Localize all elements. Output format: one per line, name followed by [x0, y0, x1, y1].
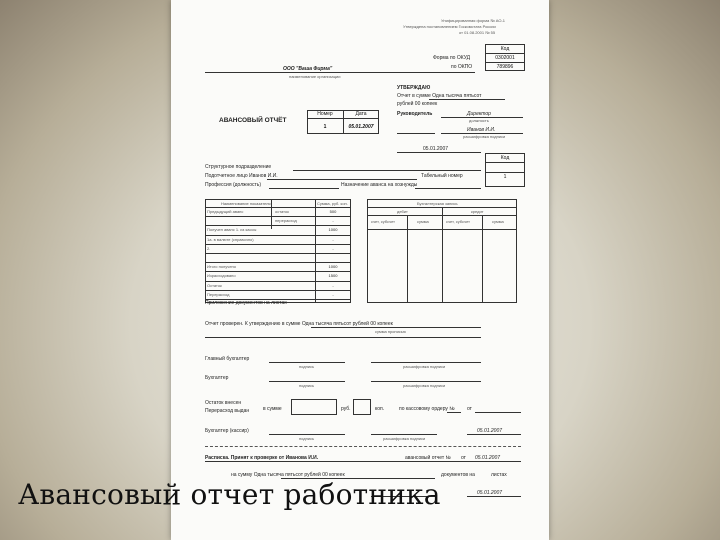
sign-caption: подпись: [299, 383, 315, 388]
num-label: Номер: [317, 111, 333, 117]
document-sheet: [171, 0, 549, 540]
table-row-line: [205, 262, 351, 263]
table-row-label: Перерасход: [207, 291, 230, 297]
receipt-from: от: [461, 455, 466, 461]
purpose-label: Назначение аванса на хознужды: [341, 182, 418, 188]
tab-value: 1: [503, 174, 507, 180]
table-row-value: -: [332, 245, 334, 251]
rt-credit: кредит: [471, 209, 484, 214]
approve-line: рублей 00 копеек: [397, 101, 438, 107]
form-note: от 01.08.2001 № 55: [459, 30, 496, 35]
form-note: Утверждена постановлением Госкомстата России: [403, 24, 496, 29]
table-row-label: Итого получено: [207, 264, 236, 270]
receipt-report: авансовый отчет №: [405, 455, 451, 461]
receipt-date: 05.01.2007: [475, 455, 501, 461]
table-row-sub: остаток: [275, 209, 289, 214]
decode-caption: расшифровка подписи: [403, 383, 446, 388]
rub-label: руб.: [341, 406, 351, 412]
table-row-value: -: [332, 282, 334, 288]
okud-value: 0302001: [495, 55, 515, 61]
lt-header: Сумма, руб. коп.: [317, 201, 348, 206]
org-caption: наименование организации: [289, 74, 341, 79]
table-row-line: [205, 281, 351, 282]
table-row-line: [205, 216, 351, 217]
decode-caption: расшифровка подписи: [383, 436, 426, 441]
date-value: 05.01.2007: [348, 124, 374, 130]
table-row-line: [205, 225, 351, 226]
check-caption: сумма прописью: [375, 329, 406, 334]
acct-label: Бухгалтер: [205, 375, 229, 381]
rt-debit: дебит: [397, 209, 408, 214]
approve-date: 05.01.2007: [423, 146, 449, 152]
rest-label: Остаток внесен: [205, 400, 242, 406]
approve-title: УТВЕРЖДАЮ: [397, 85, 431, 91]
receipt-final-date: 05.01.2007: [477, 490, 503, 496]
table-row-value: 500: [329, 209, 337, 214]
date-label: Дата: [355, 111, 367, 117]
table-row-label: 1а. в валюте (справочно): [207, 236, 254, 242]
head-label: Руководитель: [397, 111, 433, 117]
decode-caption: расшифровка подписи: [403, 364, 446, 369]
sum-box: [291, 399, 337, 415]
table-row-line: [205, 253, 351, 254]
table-row-line: [205, 290, 351, 291]
prof-label: Профессия (должность): [205, 182, 262, 188]
okpo-label: по ОКПО: [451, 64, 473, 70]
table-row-value: 1000: [328, 264, 338, 270]
table-row-value: -: [332, 218, 334, 224]
pos-caption: должность: [469, 118, 489, 123]
approve-line: Отчет в сумме Одна тысяча пятьсот: [397, 93, 482, 99]
table-row-value: -: [332, 291, 334, 297]
table-row-line: [205, 235, 351, 236]
head-position: Директор: [467, 111, 491, 117]
info-code-label: Код: [500, 155, 510, 161]
table-row-label: 2.: [207, 245, 211, 251]
receipt-label: Расписка. Принят к проверке от Иванова И.И.: [205, 455, 319, 461]
slide-caption: Авансовый отчет работника: [18, 478, 441, 511]
from-label: от: [467, 406, 472, 412]
org-name: ООО "Ваша Фирма": [283, 66, 333, 72]
table-row-line: [205, 244, 351, 245]
sign-caption: подпись: [299, 364, 315, 369]
tab-label: Табельный номер: [421, 173, 463, 179]
table-row-value: 1000: [328, 227, 338, 233]
kop-label: коп.: [375, 406, 385, 412]
dept-label: Структурное подразделение: [205, 164, 272, 170]
receipt-sum: на сумму Одна тысяча пятьсот рублей 00 копеек: [231, 472, 345, 478]
cut-line: [205, 446, 521, 447]
holder-label: Подотчетное лицо Иванов И.И.: [205, 173, 278, 179]
receipt-docs: документов на: [441, 472, 475, 478]
table-row-value: 1500: [328, 273, 338, 279]
okud-label: Форма по ОКУД: [433, 55, 471, 61]
check-text: Отчет проверен. К утверждению в сумме Одна тысяча пятьсот рублей 00 копеек: [205, 321, 393, 327]
table-row-sub: перерасход: [275, 218, 297, 224]
table-row-label: Предыдущий аванс: [207, 209, 244, 214]
num-value: 1: [323, 124, 327, 130]
table-row-value: -: [332, 236, 334, 242]
order-label: по кассовому ордеру №: [399, 406, 455, 412]
in-sum-label: в сумме: [263, 406, 282, 412]
chief-label: Главный бухгалтер: [205, 356, 250, 362]
sign-caption: расшифровка подписи: [463, 134, 506, 139]
table-row-line: [205, 271, 351, 272]
table-row-label: Остаток: [207, 282, 222, 288]
lt-header: Наименование показателя: [221, 201, 271, 206]
code-label: Код: [500, 46, 510, 52]
form-note: Унифицированная форма № АО-1: [441, 18, 506, 23]
kop-box: [353, 399, 371, 415]
cashier-label: Бухгалтер (кассир): [205, 428, 249, 434]
rt-col: сумма: [417, 219, 429, 224]
sign-caption: подпись: [299, 436, 315, 441]
rt-col: счет, субсчет: [371, 219, 395, 224]
report-title: АВАНСОВЫЙ ОТЧЁТ: [219, 117, 287, 124]
rt-header: Бухгалтерская запись: [417, 201, 458, 206]
cashier-date: 05.01.2007: [477, 428, 503, 434]
table-row-label: Получен аванс 1. из кассы: [207, 227, 257, 233]
attach-label: Приложение документов на листах: [205, 300, 287, 306]
rt-col: счет, субсчет: [446, 219, 470, 224]
table-row-label: Израсходовано: [207, 273, 236, 279]
overspend-label: Перерасход выдан: [205, 408, 250, 414]
okpo-value: 789896: [496, 64, 514, 70]
rt-col: сумма: [492, 219, 504, 224]
receipt-sheets: листах: [491, 472, 507, 478]
head-name: Иванов И.И.: [467, 127, 496, 133]
